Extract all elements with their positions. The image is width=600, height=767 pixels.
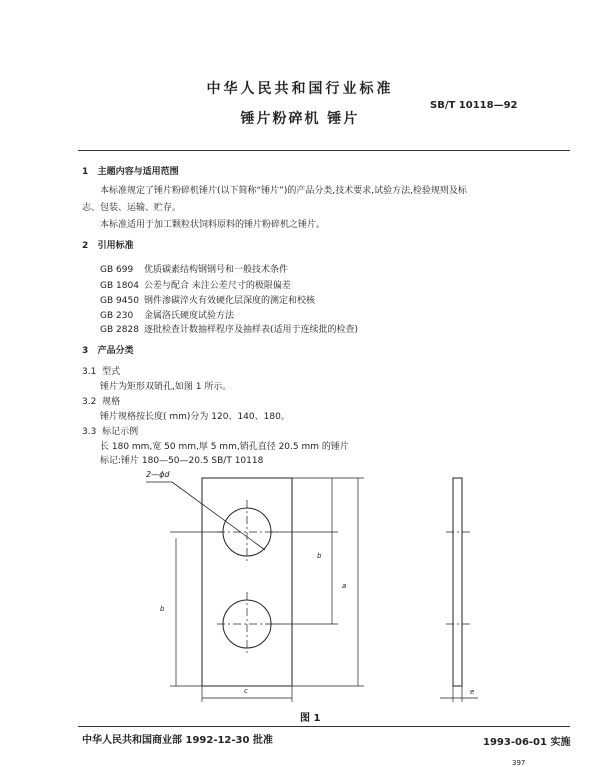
hole-label: 2—ϕd: [146, 470, 170, 479]
subsection-3-1-heading: 3.1 型式: [82, 367, 121, 377]
page-number: 397: [512, 759, 526, 767]
dimension-b-left-label: b: [160, 605, 165, 613]
subsection-3-2-text: 锤片规格按长度( mm)分为 120、140、180。: [100, 412, 290, 422]
reference-item: GB 2828 逐批检查计数抽样程序及抽样表(适用于连续批的检查): [100, 325, 359, 335]
subsection-3-1-text: 锤片为矩形双销孔,如图 1 所示。: [100, 382, 232, 392]
dimension-e-label: e: [470, 688, 475, 696]
page-title: 锤片粉碎机 锤片: [240, 111, 360, 127]
header-category: 中华人民共和国行业标准: [206, 81, 394, 97]
hammer-plate-outline: [202, 478, 292, 686]
reference-item: GB 1804 公差与配合 未注公差尺寸的极限偏差: [100, 281, 291, 291]
dimension-c-label: c: [244, 687, 248, 695]
figure-caption: 图 1: [300, 713, 321, 724]
dimension-a-label: a: [342, 582, 347, 590]
section-3-heading: 3 产品分类: [82, 346, 134, 356]
reference-item: GB 699 优质碳素结构钢钢号和一般技术条件: [100, 265, 289, 275]
implementation-date: 1993-06-01 实施: [483, 737, 571, 748]
section-1-para-1: 本标准规定了锤片粉碎机锤片(以下简称“锤片”)的产品分类,技术要求,试验方法,检验规则及标: [100, 186, 467, 196]
reference-item: GB 230 金属洛氏硬度试验方法: [100, 311, 235, 321]
dimension-b-label: b: [317, 552, 322, 560]
section-2-heading: 2 引用标准: [82, 241, 134, 251]
standard-number: SB/T 10118—92: [430, 100, 518, 111]
section-1-heading: 1 主题内容与适用范围: [82, 167, 179, 177]
section-1-para-2: 本标准适用于加工颗粒状饲料原料的锤片粉碎机之锤片。: [100, 220, 326, 230]
subsection-3-3-text: 长 180 mm,宽 50 mm,厚 5 mm,销孔直径 20.5 mm 的锤片: [100, 442, 349, 452]
reference-item: GB 9450 钢件渗碳淬火有效硬化层深度的测定和校核: [100, 296, 316, 306]
subsection-3-3-heading: 3.3 标记示例: [82, 427, 139, 437]
hammer-side-view: [453, 478, 462, 686]
approval-statement: 中华人民共和国商业部 1992-12-30 批准: [82, 735, 273, 746]
section-1-para-1-cont: 志、包装、运输、贮存。: [82, 203, 182, 213]
subsection-3-2-heading: 3.2 规格: [82, 397, 121, 407]
footer-divider: [78, 726, 570, 727]
subsection-3-3-marking: 标记:锤片 180—50—20.5 SB/T 10118: [100, 456, 264, 466]
hole-leader-line: [172, 482, 265, 550]
